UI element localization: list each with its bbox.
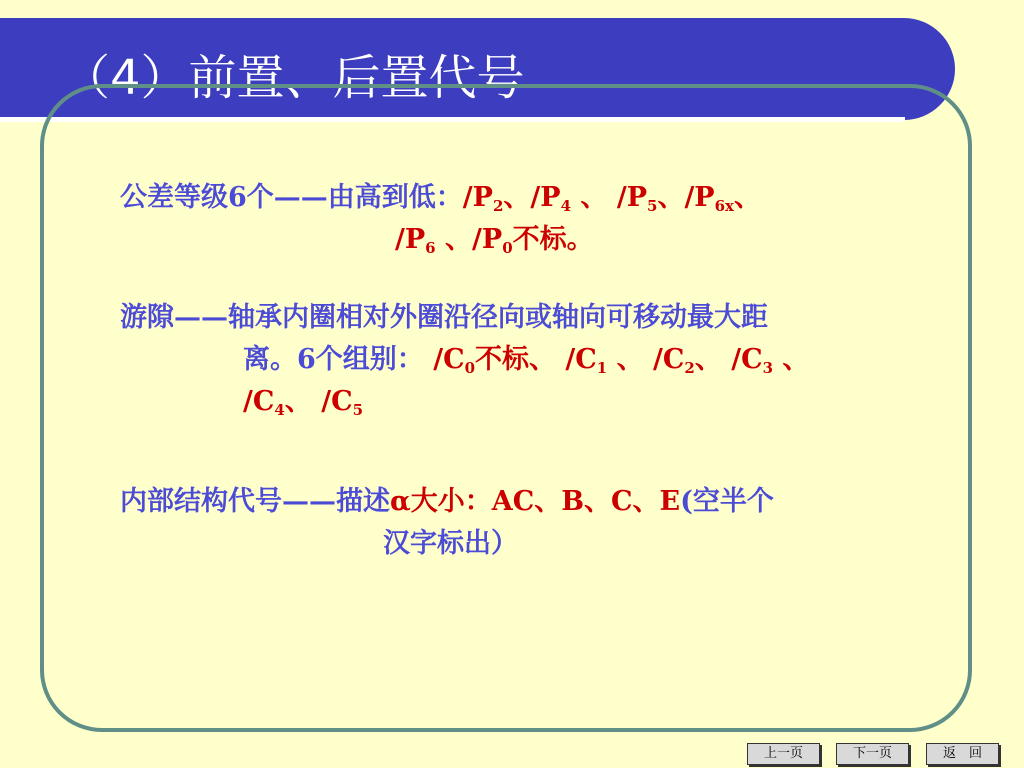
code-c0: $/C_0$不标、 xyxy=(433,344,556,377)
code-c1: $/C_1$ 、 xyxy=(565,344,644,377)
tolerance-line-2 xyxy=(395,220,594,260)
code-c4: $/C_4$、 xyxy=(243,386,312,419)
alpha-symbol: α xyxy=(390,486,411,517)
tolerance-line-1 xyxy=(120,178,761,218)
code-c5: $/C_5$ xyxy=(321,386,363,419)
next-page-button[interactable]: 下一页 xyxy=(836,743,909,765)
code-p4: $/P_4$ 、 xyxy=(530,182,608,215)
code-c3: $/C_3$ 、 xyxy=(731,344,810,377)
code-p5: $/P_5$、 xyxy=(616,182,685,215)
code-c2: $/C_2$、 xyxy=(653,344,722,377)
clearance-line-3 xyxy=(243,382,363,422)
internal-line-1 xyxy=(120,482,774,522)
clearance-line-2 xyxy=(243,340,809,380)
internal-label: 内部结构代号——描述 xyxy=(120,486,390,517)
code-p2: $/P_2$、 xyxy=(462,182,531,215)
internal-note-1: (空半个 xyxy=(680,486,774,517)
clearance-groups-label: 离。6个组别： xyxy=(243,344,424,375)
tolerance-label: 公差等级6个——由高到低： xyxy=(120,182,463,213)
page-title: （4）前置、后置代号 xyxy=(62,50,525,106)
back-button[interactable]: 返 回 xyxy=(926,743,999,765)
prev-page-button[interactable]: 上一页 xyxy=(747,743,820,765)
code-p6x: $/P_{6x}$、 xyxy=(684,182,761,215)
code-p6: $/P_6$ 、 xyxy=(395,224,473,257)
code-p0: $/P_0$不标。 xyxy=(472,224,594,257)
internal-codes: AC、B、C、E xyxy=(491,486,681,517)
clearance-line-1: 游隙——轴承内圈相对外圈沿径向或轴向可移动最大距 xyxy=(120,302,768,333)
internal-line-2: 汉字标出） xyxy=(383,528,518,559)
size-label: 大小： xyxy=(410,486,492,517)
